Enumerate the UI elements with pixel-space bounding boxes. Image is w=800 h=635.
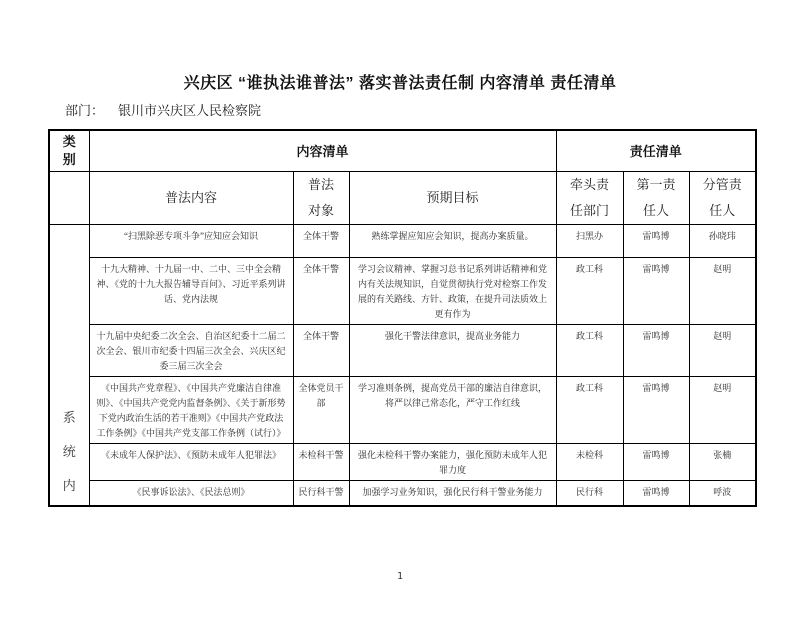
table-row	[49, 443, 756, 480]
cell-target: 全体干警	[293, 224, 349, 257]
cell-target: 全体干警	[293, 257, 349, 324]
cell-content: 十九届中央纪委二次全会、自治区纪委十二届二次全会、银川市纪委十四届三次全会、兴庆区纪委三届三次全会	[89, 324, 293, 376]
cell-content: 《未成年人保护法》、《预防未成年人犯罪法》	[89, 443, 293, 480]
cell-goal: 学习会议精神、掌握习总书记系列讲话精神和党内有关法规知识，自觉贯彻执行党对检察工作发展的有关路线、方针、政策，在提升司法质效上更有作为	[349, 257, 556, 324]
cell-dept: 政工科	[556, 324, 623, 376]
header-category: 类 别	[49, 130, 89, 171]
table-row	[49, 480, 756, 506]
responsibility-table	[48, 129, 757, 507]
cell-first-person: 雷鸣博	[623, 224, 689, 257]
cell-goal: 加强学习业务知识，强化民行科干警业务能力	[349, 480, 556, 506]
cell-goal: 熟练掌握应知应会知识，提高办案质量。	[349, 224, 556, 257]
cell-charge-person: 呼波	[689, 480, 756, 506]
cell-goal: 学习准则条例，提高党员干部的廉洁自律意识，将严以律己常态化，严守工作红线	[349, 376, 556, 443]
cell-dept: 扫黑办	[556, 224, 623, 257]
cell-dept: 政工科	[556, 257, 623, 324]
cell-charge-person: 赵明	[689, 257, 756, 324]
cell-target: 全体干警	[293, 324, 349, 376]
cell-target: 民行科干警	[293, 480, 349, 506]
table-row	[49, 224, 756, 257]
cell-first-person: 雷鸣博	[623, 443, 689, 480]
cell-content: 十九大精神、十九届一中、二中、三中全会精神、《党的十九大报告辅导百问》、习近平系列讲话、党内法规	[89, 257, 293, 324]
header-first-person: 第一责 任人	[623, 171, 689, 224]
header-pufa-target: 普法 对象	[293, 171, 349, 224]
cell-dept: 未检科	[556, 443, 623, 480]
page-number: 1	[396, 571, 404, 582]
cell-charge-person: 孙晓玮	[689, 224, 756, 257]
cell-first-person: 雷鸣博	[623, 480, 689, 506]
cell-dept: 民行科	[556, 480, 623, 506]
table-row	[49, 324, 756, 376]
page-title: 兴庆区 “谁执法谁普法” 落实普法责任制 内容清单 责任清单	[183, 75, 617, 92]
cell-target: 未检科干警	[293, 443, 349, 480]
header-pufa-content: 普法内容	[89, 171, 293, 224]
header-empty-cell	[49, 171, 89, 224]
cell-goal: 强化干警法律意识，提高业务能力	[349, 324, 556, 376]
cell-first-person: 雷鸣博	[623, 324, 689, 376]
category-cell-system-internal: 系 统 内	[49, 224, 89, 506]
department-label: 部门：	[65, 103, 105, 118]
cell-charge-person: 赵明	[689, 324, 756, 376]
header-content-list: 内容清单	[89, 130, 556, 171]
header-row-1	[49, 130, 756, 171]
cell-goal: 强化未检科干警办案能力，强化预防未成年人犯罪力度	[349, 443, 556, 480]
table-row	[49, 376, 756, 443]
cell-first-person: 雷鸣博	[623, 376, 689, 443]
header-responsibility-list: 责任清单	[556, 130, 756, 171]
cell-target: 全体党员干部	[293, 376, 349, 443]
department-line	[65, 100, 800, 119]
cell-first-person: 雷鸣博	[623, 257, 689, 324]
header-row-2	[49, 171, 756, 224]
table-row	[49, 257, 756, 324]
header-expected-goal: 预期目标	[349, 171, 556, 224]
department-value: 银川市兴庆区人民检察院	[118, 103, 262, 118]
header-lead-dept: 牵头责 任部门	[556, 171, 623, 224]
cell-content: 《中国共产党章程》、《中国共产党廉洁自律准则》、《中国共产党党内监督条例》、《关于新形势下党内政治生活的若干准则》《中国共产党政法工作条例》《中国共产党支部工作条例（试行）》	[89, 376, 293, 443]
cell-dept: 政工科	[556, 376, 623, 443]
cell-content: “扫黑除恶专项斗争”应知应会知识	[89, 224, 293, 257]
header-charge-person: 分管责 任人	[689, 171, 756, 224]
cell-charge-person: 赵明	[689, 376, 756, 443]
cell-content: 《民事诉讼法》、《民法总则》	[89, 480, 293, 506]
cell-charge-person: 张楠	[689, 443, 756, 480]
